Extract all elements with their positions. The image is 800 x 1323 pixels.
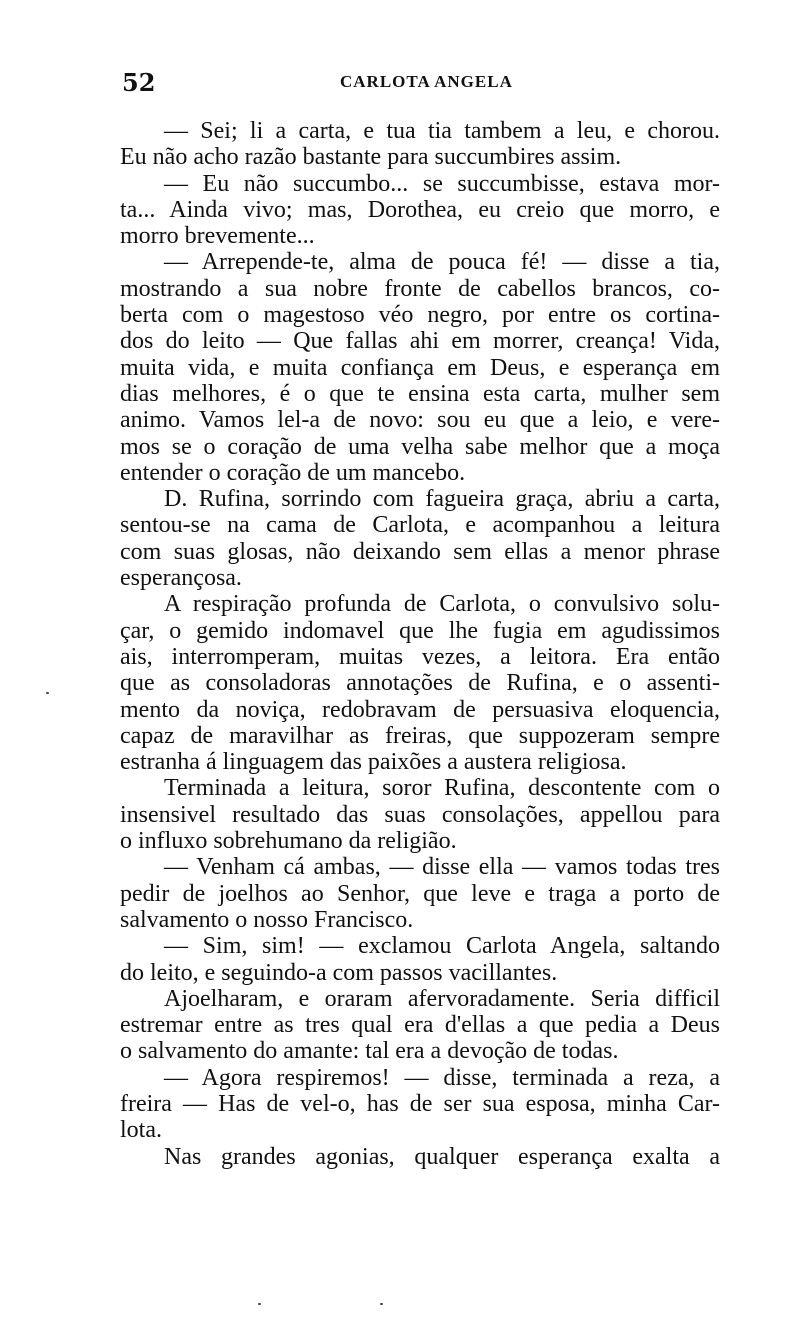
text-line: — Sei; li a carta, e tua tia tambem a leu, e chorou. [164, 118, 720, 144]
text-line: que as consoladoras annotações de Rufina, e o assenti- [120, 670, 720, 697]
text-line: çar, o gemido indomavel que lhe fugia em agudissimos [120, 617, 720, 644]
text-line: Ajoelharam, e oraram afervoradamente. Seria difficil [164, 985, 720, 1012]
text-line: — Venham cá ambas, — disse ella — vamos todas tres [164, 854, 720, 881]
text-line: capaz de maravilhar as freiras, que suppozeram sempre [120, 722, 720, 749]
text-line: entender o coração de um mancebo. [120, 459, 466, 486]
text-line: dos do leito — Que fallas ahi em morrer, creança! Vida, [120, 328, 720, 355]
text-line: mostrando a sua nobre fronte de cabellos brancos, co- [120, 275, 720, 302]
text-line: esperançosa. [120, 565, 242, 592]
text-line: — Arrepende-te, alma de pouca fé! — disse a tia, [164, 249, 720, 276]
text-line: — Agora respiremos! — disse, terminada a reza, a [164, 1064, 720, 1091]
text-line: morro brevemente... [120, 223, 315, 250]
text-line: estranha á linguagem das paixões a austera religiosa. [120, 749, 627, 776]
text-line: Terminada a leitura, soror Rufina, descontente com o [164, 775, 720, 802]
text-line: o salvamento do amante: tal era a devoção de todas. [120, 1038, 619, 1065]
text-line: animo. Vamos lel-a de novo: sou eu que a leio, e vere- [120, 407, 720, 434]
text-line: sentou-se na cama de Carlota, e acompanhou a leitura [120, 512, 720, 539]
body-text [120, 118, 720, 1170]
text-line: D. Rufina, sorrindo com fagueira graça, abriu a carta, [164, 486, 720, 513]
text-line: — Sim, sim! — exclamou Carlota Angela, saltando [164, 933, 720, 960]
text-line: do leito, e seguindo-a com passos vacillantes. [120, 959, 558, 986]
text-line: ais, interromperam, muitas vezes, a leitora. Era então [120, 643, 720, 670]
text-line: berta com o magestoso véo negro, por entre os cortina- [120, 302, 720, 329]
text-line: o influxo sobrehumano da religião. [120, 828, 457, 855]
running-title: CARLOTA ANGELA [340, 72, 513, 91]
text-line: A respiração profunda de Carlota, o convulsivo solu- [164, 591, 720, 618]
page-header [122, 68, 720, 98]
text-line: salvamento o nosso Francisco. [120, 906, 414, 933]
text-line: lota. [120, 1117, 162, 1144]
text-line: dias melhores, é o que te ensina esta carta, mulher sem [120, 380, 720, 407]
text-line: — Eu não succumbo... se succumbisse, estava mor- [164, 170, 720, 197]
paper-speck [46, 692, 49, 694]
text-line: com suas glosas, não deixando sem ellas a menor phrase [120, 538, 720, 565]
text-line: estremar entre as tres qual era d'ellas a que pedia a Deus [120, 1012, 720, 1039]
paper-speck [258, 1303, 261, 1305]
paper-speck [380, 1303, 383, 1305]
text-line: ta... Ainda vivo; mas, Dorothea, eu creio que morro, e [120, 196, 720, 223]
text-line: Eu não acho razão bastante para succumbires assim. [120, 144, 622, 171]
page-number: 52 [122, 68, 156, 97]
text-line: muita vida, e muita confiança em Deus, e esperança em [120, 354, 720, 381]
text-line: freira — Has de vel-o, has de ser sua esposa, minha Car- [120, 1090, 720, 1117]
text-line: pedir de joelhos ao Senhor, que leve e traga a porto de [120, 880, 720, 907]
text-line: insensivel resultado das suas consolações, appellou para [120, 801, 720, 828]
text-line: Nas grandes agonias, qualquer esperança exalta a [164, 1143, 720, 1170]
text-line: mento da noviça, redobravam de persuasiva eloquencia, [120, 696, 720, 723]
text-line: mos se o coração de uma velha sabe melhor que a moça [120, 433, 720, 460]
